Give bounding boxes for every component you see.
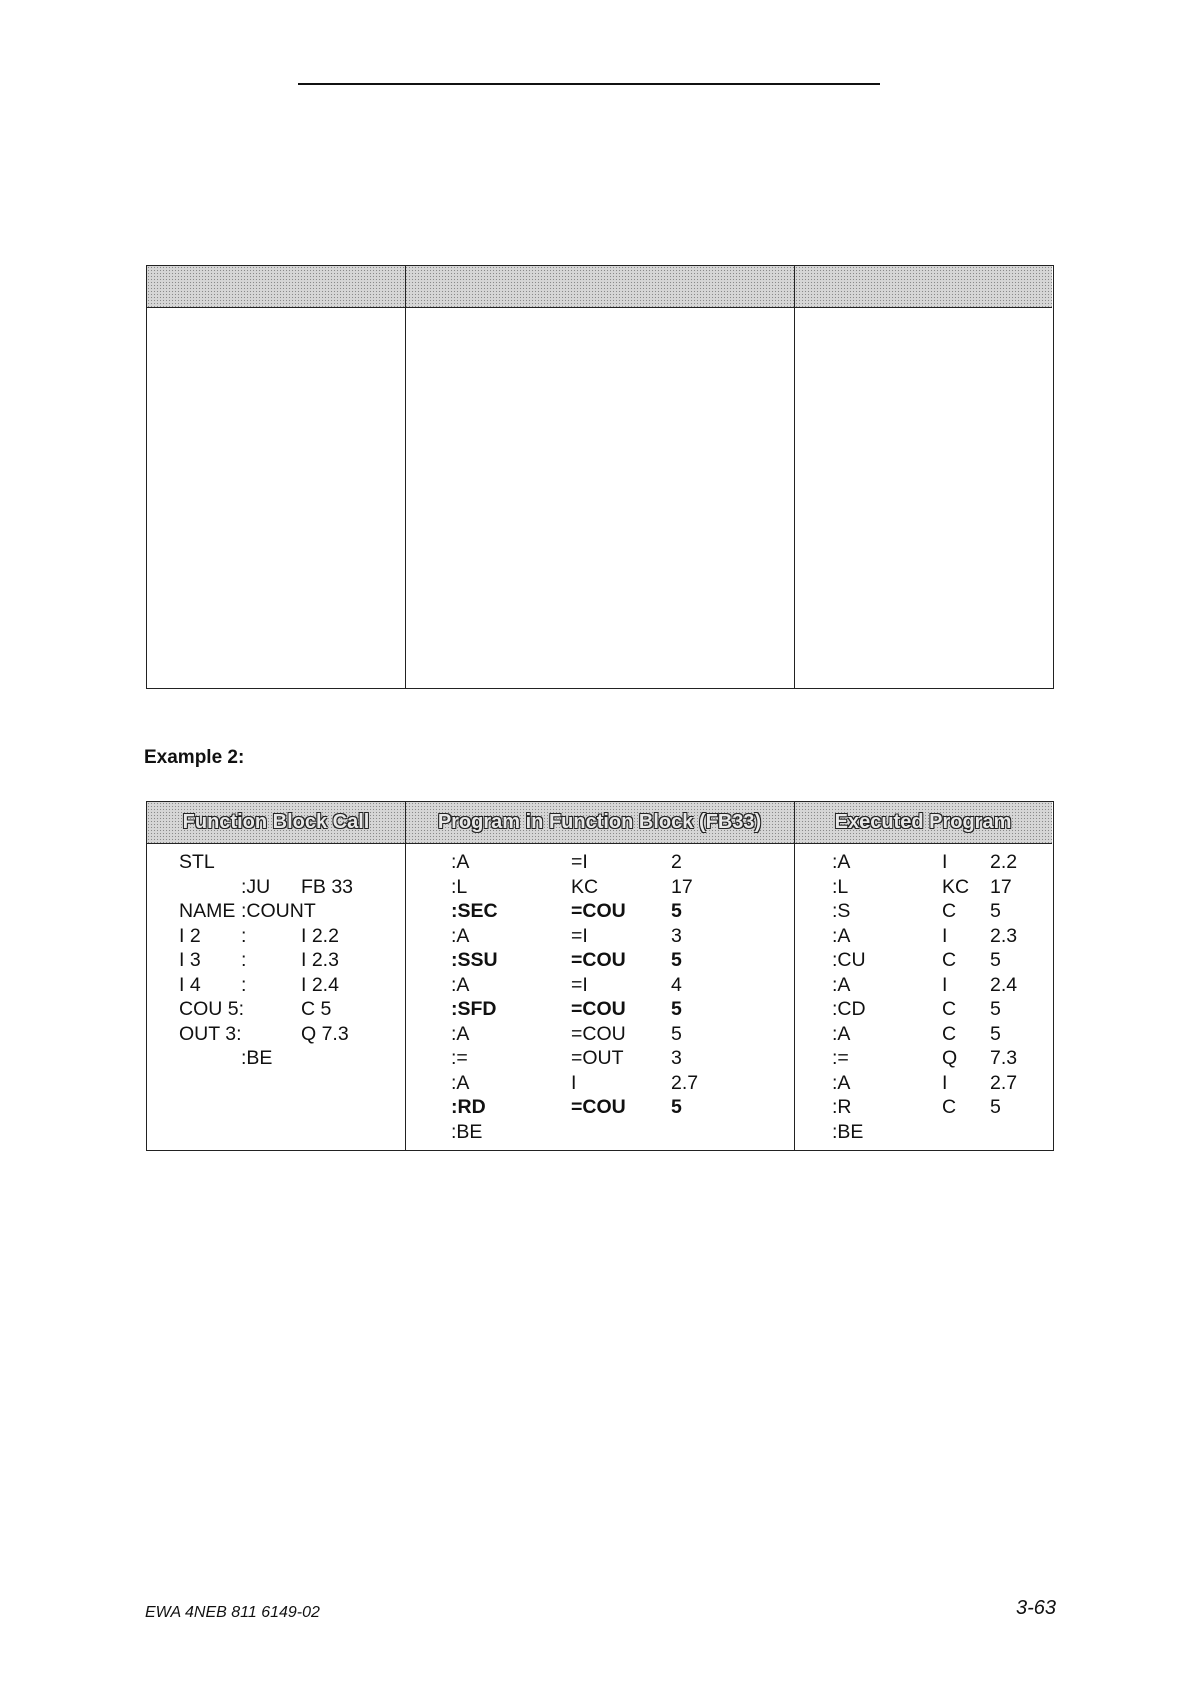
program-cell: 2.7 xyxy=(671,1071,699,1094)
program-cell: 2 xyxy=(671,851,682,873)
executed-cell: 7.3 xyxy=(990,1047,1018,1069)
table-1-header xyxy=(147,266,1052,308)
program-cell: 5 xyxy=(671,1022,682,1045)
table-2 xyxy=(146,801,1054,1151)
call-cell: Q 7.3 xyxy=(301,1022,349,1045)
program-cell: :SSU xyxy=(451,949,498,971)
call-cell: : xyxy=(241,973,247,996)
call-cell: I 3 xyxy=(179,949,201,971)
executed-cell: 5 xyxy=(990,949,1001,971)
program-cell: =I xyxy=(571,973,588,996)
program-cell: KC xyxy=(571,875,599,898)
call-cell: : xyxy=(241,949,247,971)
executed-cell: Q xyxy=(942,1047,958,1069)
executed-cell: 5 xyxy=(990,900,1001,922)
call-cell: I 4 xyxy=(179,973,201,996)
column-divider xyxy=(405,266,406,688)
call-cell: OUT 3: xyxy=(179,1022,242,1045)
header-rule xyxy=(298,83,880,85)
program-cell: :BE xyxy=(451,1120,483,1143)
program-cell: =COU xyxy=(571,1096,626,1118)
program-cell: =COU xyxy=(571,998,626,1020)
column-divider xyxy=(794,802,795,1150)
program-cell: 4 xyxy=(671,973,682,996)
executed-cell: I xyxy=(942,924,948,947)
call-cell: : xyxy=(241,924,247,947)
executed-cell: 2.2 xyxy=(990,851,1018,873)
executed-cell: :R xyxy=(832,1096,852,1118)
executed-cell: C xyxy=(942,1096,957,1118)
call-cell: :BE xyxy=(241,1047,273,1069)
executed-cell: 2.7 xyxy=(990,1071,1018,1094)
call-cell: I 2.4 xyxy=(301,973,339,996)
executed-cell: 2.3 xyxy=(990,924,1018,947)
call-cell: I 2.2 xyxy=(301,924,339,947)
header-program-in-fb: Program in Function Block (FB33) xyxy=(437,811,762,833)
executed-cell: :L xyxy=(832,875,849,898)
program-cell: := xyxy=(451,1047,468,1069)
program-cell: :SEC xyxy=(451,900,498,922)
table-1-empty xyxy=(146,265,1054,689)
program-cell: =I xyxy=(571,851,588,873)
executed-cell: C xyxy=(942,998,957,1020)
executed-cell: :A xyxy=(832,973,851,996)
program-cell: 17 xyxy=(671,875,693,898)
program-cell: =COU xyxy=(571,949,626,971)
program-cell: =COU xyxy=(571,900,626,922)
executed-cell: 5 xyxy=(990,1096,1001,1118)
executed-cell: :A xyxy=(832,851,851,873)
program-cell: 5 xyxy=(671,998,682,1020)
executed-cell: 5 xyxy=(990,1022,1001,1045)
program-cell: :RD xyxy=(451,1096,486,1118)
call-cell: C 5 xyxy=(301,998,332,1020)
header-function-block-call: Function Block Call xyxy=(182,811,370,833)
program-cell: =I xyxy=(571,924,588,947)
call-cell: I 2.3 xyxy=(301,949,339,971)
program-cell: 3 xyxy=(671,924,682,947)
executed-cell: :CU xyxy=(832,949,866,971)
executed-cell: :S xyxy=(832,900,851,922)
footer-doc-id: EWA 4NEB 811 6149-02 xyxy=(145,1604,320,1621)
header-executed-program: Executed Program xyxy=(834,811,1012,833)
executed-cell: :A xyxy=(832,1071,851,1094)
call-cell: I 2 xyxy=(179,924,201,947)
executed-cell: C xyxy=(942,949,957,971)
executed-cell: 17 xyxy=(990,875,1012,898)
program-cell: :L xyxy=(451,875,468,898)
program-cell: :A xyxy=(451,1071,470,1094)
program-cell: 5 xyxy=(671,1096,682,1118)
executed-cell: :BE xyxy=(832,1120,864,1143)
program-cell: :A xyxy=(451,851,470,873)
program-cell: =OUT xyxy=(571,1047,624,1069)
executed-cell: 5 xyxy=(990,998,1001,1020)
executed-cell: I xyxy=(942,973,948,996)
program-cell: 5 xyxy=(671,949,682,971)
page-number: 3-63 xyxy=(1016,1597,1057,1619)
executed-cell: I xyxy=(942,851,948,873)
executed-cell: 2.4 xyxy=(990,973,1018,996)
call-cell: STL xyxy=(179,851,215,873)
program-cell: 3 xyxy=(671,1047,682,1069)
program-cell: :A xyxy=(451,924,470,947)
call-cell: NAME xyxy=(179,900,236,922)
call-cell: :JU xyxy=(241,875,271,898)
executed-cell: :A xyxy=(832,924,851,947)
executed-cell: C xyxy=(942,900,957,922)
executed-cell: := xyxy=(832,1047,849,1069)
executed-cell: C xyxy=(942,1022,957,1045)
program-cell: :A xyxy=(451,973,470,996)
executed-cell: KC xyxy=(942,875,970,898)
program-cell: =COU xyxy=(571,1022,626,1045)
executed-cell: :CD xyxy=(832,998,866,1020)
example-label: Example 2: xyxy=(144,747,245,768)
program-cell: :A xyxy=(451,1022,470,1045)
executed-cell: :A xyxy=(832,1022,851,1045)
program-cell: 5 xyxy=(671,900,682,922)
program-cell: :SFD xyxy=(451,998,497,1020)
call-cell: FB 33 xyxy=(301,875,354,898)
column-divider xyxy=(405,802,406,1150)
program-cell: I xyxy=(571,1071,577,1094)
executed-cell: I xyxy=(942,1071,948,1094)
call-cell: :COUNT xyxy=(241,900,316,922)
call-cell: COU 5: xyxy=(179,998,245,1020)
column-divider xyxy=(794,266,795,688)
